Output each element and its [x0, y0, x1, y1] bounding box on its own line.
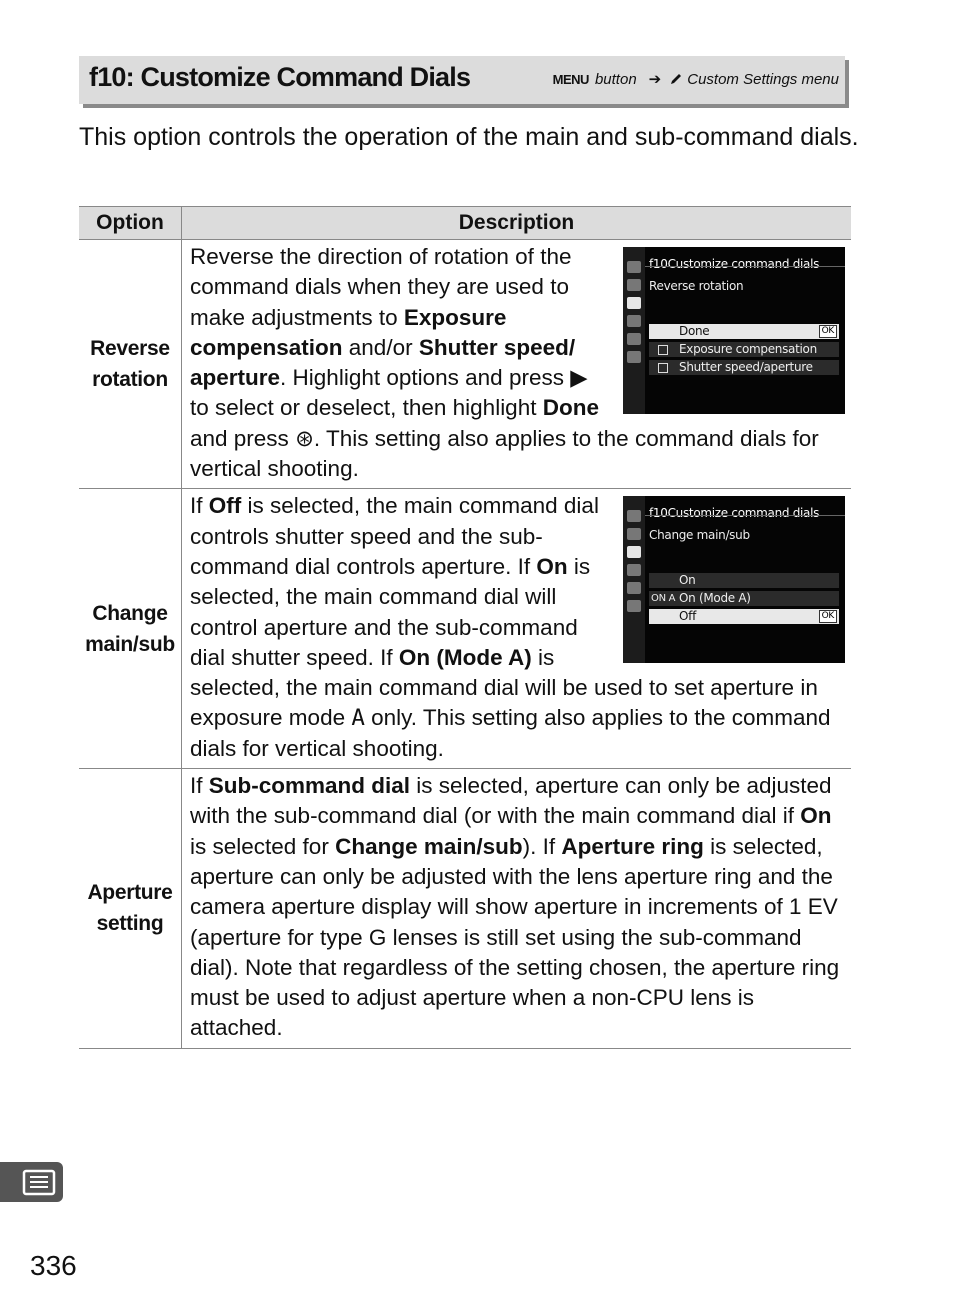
desc-text: If [190, 493, 209, 519]
desc-text: to select or deselect, then highlight [190, 395, 543, 421]
option-line: Change [92, 601, 168, 625]
desc-text: and press [190, 425, 296, 451]
menu-path [553, 70, 839, 88]
menu-tabs [623, 496, 645, 663]
screen-item [649, 360, 839, 375]
screen-item [649, 609, 839, 624]
option-line: rotation [92, 368, 168, 392]
screen-item [649, 324, 839, 339]
screen-item [649, 342, 839, 357]
desc-text: is selected, the main command dial will control aperture and the sub-command dial shutter speed. If [190, 553, 591, 670]
menu-path-button: button [594, 70, 637, 88]
column-description: Description [182, 207, 852, 240]
camera-screen [623, 247, 845, 414]
ok-button-icon: ⊛ [295, 425, 314, 451]
desc-text: is selected, aperture can only be adjusted with the sub-command dial (or with the main command dial if [190, 773, 832, 829]
desc-bold: Aperture ring [561, 833, 704, 859]
screen-item-label: Exposure compensation [679, 342, 817, 356]
desc-bold: Done [542, 395, 599, 421]
checkbox-icon [658, 345, 668, 355]
screen-item-label: Shutter speed/aperture [679, 360, 813, 374]
screen-subtitle: Change main/sub [649, 528, 750, 543]
ok-icon: OK [819, 325, 837, 338]
desc-text: is selected for [190, 833, 336, 859]
table-row [79, 240, 851, 489]
camera-screen [623, 496, 845, 663]
mode-a-icon: A [351, 705, 365, 732]
screen-item-label: On [679, 573, 696, 588]
screen-title: f10Customize command dials [649, 257, 820, 271]
desc-text: . Highlight options and press [280, 365, 571, 391]
desc-bold: Shutter speed/ aperture [190, 334, 576, 391]
desc-text: ). If [522, 833, 562, 859]
menu-tabs [623, 247, 645, 414]
intro-text: This option controls the operation of the main and sub-command dials. [79, 123, 859, 151]
option-name [79, 769, 182, 1049]
ok-icon: OK [819, 610, 837, 623]
desc-text: If [190, 773, 209, 799]
section-tab [0, 1162, 63, 1202]
menu-key: MENU [552, 71, 589, 87]
column-option: Option [79, 207, 182, 240]
desc-text: . This setting also applies to the command dials for vertical shooting. [190, 425, 819, 482]
current-setting-marker: ON A [651, 593, 676, 605]
desc-bold: On (Mode A) [398, 644, 532, 670]
screen-item [649, 573, 839, 588]
desc-text: is selected, the main command dial will be used to set aperture in exposure mode [190, 644, 818, 731]
screen-item-label: Done [679, 324, 710, 338]
page-number: 336 [30, 1250, 77, 1281]
pencil-icon [669, 72, 683, 86]
table-row [79, 489, 851, 769]
desc-text: is selected, aperture can only be adjusted with the lens aperture ring and the camera aperture display will show aperture in increments of 1 EV (aperture for type G lenses is still set using the sub-command dial). Note that regardless of the setting chosen, the aperture ring must be used to adjust aperture when a non-CPU lens is attached. [190, 833, 840, 1041]
menu-list-icon [0, 1162, 63, 1202]
desc-text: only. This setting also applies to the command dials for vertical shooting. [190, 705, 831, 761]
option-line: Aperture [87, 881, 173, 905]
option-name [79, 489, 182, 769]
screen-subtitle: Reverse rotation [649, 279, 744, 293]
checkbox-icon [658, 363, 668, 373]
section-heading [79, 56, 845, 104]
desc-bold: Off [208, 493, 242, 519]
option-description [182, 489, 852, 769]
desc-bold: On [800, 803, 832, 829]
screen-item-label: Off [679, 609, 696, 624]
screen-item-label: On (Mode A) [679, 591, 751, 606]
option-name [79, 240, 182, 489]
desc-text: and/or [342, 334, 419, 360]
options-table [79, 206, 851, 1049]
menu-path-menu: Custom Settings menu [687, 70, 839, 88]
multi-selector-right-icon: ▶ [570, 365, 588, 391]
desc-bold: Exposure compensation [190, 304, 507, 360]
option-line: setting [96, 912, 164, 936]
screen-title: f10Customize command dials [649, 506, 820, 521]
desc-bold: Change main/sub [335, 833, 523, 859]
screen-item [649, 591, 839, 606]
desc-text: Reverse the direction of rotation of the command dials when they are used to make adjustments to [190, 244, 572, 330]
table-header [79, 207, 851, 240]
desc-text: is selected, the main command dial controls shutter speed and the sub-command dial controls aperture. If [190, 493, 599, 579]
table-row [79, 769, 851, 1049]
desc-bold: On [536, 553, 568, 579]
desc-bold: Sub-command dial [208, 773, 411, 799]
section-title: f10: Customize Command Dials [89, 62, 471, 92]
option-description [182, 240, 852, 489]
arrow-right-icon: ➔ [648, 71, 662, 88]
option-line: Reverse [90, 337, 170, 361]
option-description [182, 769, 852, 1049]
option-line: main/sub [85, 632, 175, 656]
